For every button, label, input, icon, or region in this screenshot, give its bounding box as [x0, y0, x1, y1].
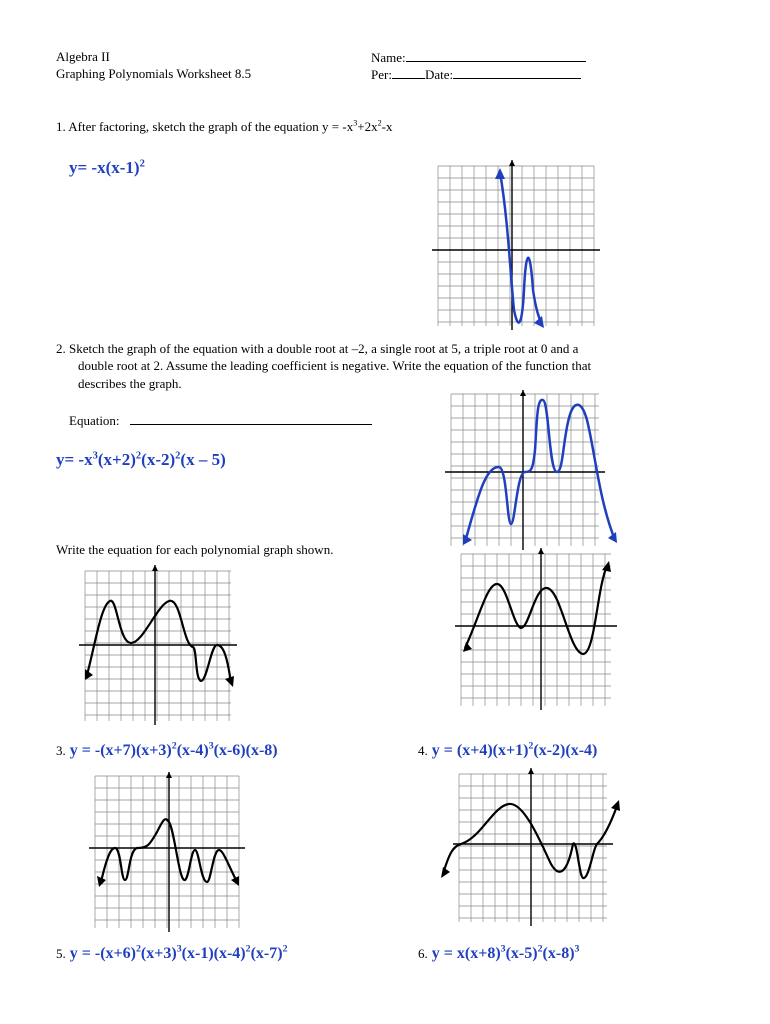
q3-e2: 3 [208, 740, 214, 752]
name-field[interactable] [371, 49, 586, 66]
q3-b: (x-4) [176, 742, 209, 759]
q1-prompt-exp2: 2 [377, 118, 382, 128]
q3-graph-svg [77, 565, 242, 730]
q3-graph [77, 565, 242, 730]
q1-prompt-exp1: 3 [353, 118, 358, 128]
per-blank[interactable] [392, 66, 425, 79]
q6-graph [435, 768, 630, 928]
q6-e2: 2 [537, 943, 543, 955]
q5-graph-svg [87, 772, 252, 932]
q3-e1: 2 [171, 740, 177, 752]
q1-graph [430, 160, 605, 340]
grid-lines [432, 160, 600, 330]
q2-graph-svg [445, 390, 625, 550]
q1-curve [500, 172, 542, 325]
q6-a: y = x(x+8) [431, 945, 501, 962]
q4-number: 4. [418, 743, 428, 758]
q5-a: y = -(x+6) [69, 945, 136, 962]
q5-e2: 3 [176, 943, 182, 955]
q2-ans-e1: 3 [92, 450, 98, 462]
q3-arrow-right [225, 676, 234, 687]
q2-curve [465, 400, 615, 542]
q5-b: (x+3) [140, 945, 177, 962]
q5-d: (x-7) [250, 945, 283, 962]
y-axis-arrow [152, 565, 158, 571]
q2-ans-a: y= -x [56, 450, 93, 469]
per-label: Per: [371, 67, 392, 82]
q3-number: 3. [56, 743, 66, 758]
q2-prompt-line2: double root at 2. Assume the leading coefficient is negative. Write the equation of the function that [78, 358, 592, 373]
q6-c: (x-8) [542, 945, 575, 962]
q2-equation-blank[interactable] [130, 412, 372, 425]
y-axis-arrow [509, 160, 515, 166]
q6-e1: 3 [500, 943, 506, 955]
q2-ans-c: (x-2) [141, 450, 176, 469]
section-instruction: Write the equation for each polynomial graph shown. [56, 542, 334, 557]
q2-answer [56, 450, 226, 470]
worksheet-title: Graphing Polynomials Worksheet 8.5 [56, 66, 252, 81]
per-date-field[interactable] [371, 66, 581, 83]
q5-e1: 2 [135, 943, 141, 955]
q2-equation-label: Equation: [69, 413, 120, 428]
y-axis-arrow [520, 390, 526, 396]
q2-ans-e3: 2 [175, 450, 181, 462]
y-axis-arrow [538, 548, 544, 554]
q1-prompt-end: -x [381, 119, 393, 134]
q2-prompt-line1: 2. Sketch the graph of the equation with a double root at –2, a single root at 5, a triple root at 0 and a [56, 341, 579, 356]
q4-curve [465, 566, 607, 654]
q5-e4: 2 [282, 943, 288, 955]
q4-graph-svg [455, 548, 620, 713]
q2-prompt-line3: describes the graph. [78, 376, 182, 391]
grid-lines [453, 768, 613, 926]
q4-graph [455, 548, 620, 713]
q1-prompt [56, 119, 392, 135]
q5-answer [56, 945, 288, 963]
q4-answer [418, 742, 597, 760]
name-label: Name: [371, 50, 406, 65]
q6-graph-svg [435, 768, 630, 928]
q3-a: y = -(x+7)(x+3) [69, 742, 172, 759]
q4-a: y = (x+4)(x+1) [431, 742, 529, 759]
q2-graph [445, 390, 625, 550]
q4-arrow-right [602, 561, 611, 572]
q6-b: (x-5) [505, 945, 538, 962]
q1-answer-exp: 2 [139, 158, 145, 170]
q6-e3: 3 [574, 943, 580, 955]
course-title: Algebra II [56, 49, 110, 64]
q3-c: (x-6)(x-8) [213, 742, 278, 759]
q1-prompt-mid: +2x [357, 119, 378, 134]
q5-number: 5. [56, 946, 66, 961]
name-blank[interactable] [406, 49, 586, 62]
date-blank[interactable] [453, 66, 581, 79]
date-label: Date: [424, 67, 454, 82]
q2-ans-b: (x+2) [97, 450, 136, 469]
q1-arrow-top [495, 168, 505, 179]
y-axis-arrow [528, 768, 534, 774]
q3-curve [87, 601, 231, 683]
q1-graph-svg [430, 160, 605, 340]
q5-c: (x-1)(x-4) [181, 945, 246, 962]
q3-answer [56, 742, 278, 760]
q4-b: (x-2)(x-4) [533, 742, 598, 759]
q6-answer [418, 945, 579, 963]
q4-e1: 2 [528, 740, 534, 752]
q6-number: 6. [418, 946, 428, 961]
grid-lines [79, 565, 237, 725]
q1-answer [69, 158, 145, 178]
q2-equation-field[interactable] [69, 412, 372, 429]
q2-ans-e2: 2 [135, 450, 142, 462]
q1-prompt-text: 1. After factoring, sketch the graph of the equation y = -x [56, 119, 354, 134]
q1-answer-main: y= -x(x-1) [69, 158, 140, 177]
q6-arrow-right [611, 800, 620, 811]
q2-ans-d: (x – 5) [180, 450, 226, 469]
y-axis-arrow [166, 772, 172, 778]
q5-e3: 2 [245, 943, 251, 955]
q5-graph [87, 772, 252, 932]
